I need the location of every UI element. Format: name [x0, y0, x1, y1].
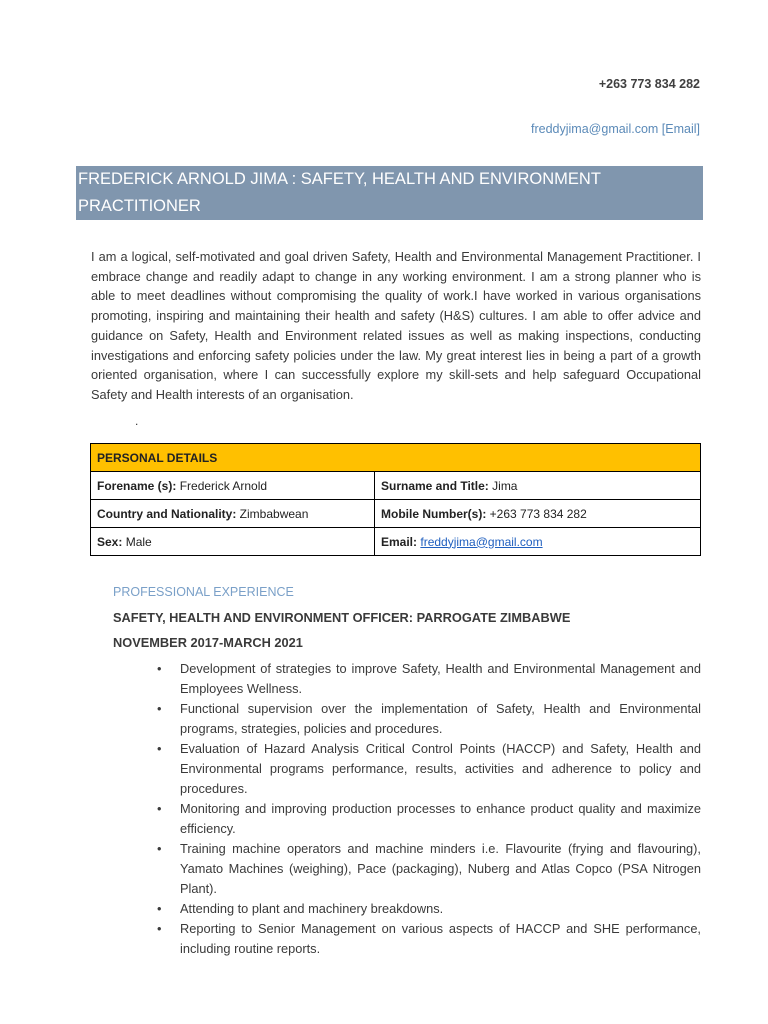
- list-item: [157, 899, 701, 919]
- surname-cell: [375, 472, 701, 500]
- name-title-banner: [76, 166, 703, 220]
- header-phone: +263 773 834 282: [598, 77, 700, 91]
- forename-label: Forename (s):: [97, 478, 177, 493]
- header-email[interactable]: freddyjima@gmail.com [Email]: [531, 122, 700, 136]
- list-item: [157, 799, 701, 839]
- list-item: [157, 659, 701, 699]
- duty-text: Training machine operators and machine minders i.e. Flavourite (frying and flavouring), Yamato Machines (weighing), Pace (packaging), Nuberg and Atlas Copco (PSA Nitrogen Plant).: [180, 841, 701, 896]
- mobile-label: Mobile Number(s):: [381, 506, 487, 521]
- list-item: [157, 839, 701, 899]
- country-cell: [91, 500, 375, 528]
- mobile-cell: [375, 500, 701, 528]
- email-link[interactable]: freddyjima@gmail.com: [420, 534, 543, 549]
- email-cell: [375, 528, 701, 556]
- bullet-icon: •: [157, 841, 162, 856]
- professional-experience-heading: PROFESSIONAL EXPERIENCE: [113, 585, 294, 599]
- list-item: [157, 739, 701, 799]
- bullet-icon: •: [157, 901, 162, 916]
- duty-text: Reporting to Senior Management on various aspects of HACCP and SHE performance, including routine reports.: [180, 921, 701, 956]
- list-item: [157, 699, 701, 739]
- surname-label: Surname and Title:: [381, 478, 489, 493]
- duty-text: Attending to plant and machinery breakdowns.: [180, 901, 444, 916]
- profile-summary: I am a logical, self-motivated and goal driven Safety, Health and Environmental Management Practitioner. I embrace change and readily adapt to change in any working environment. I am a strong planner who is able to meet deadlines without compromising the quality of work.I have worked in various organisations promoting, inspiring and maintaining their health and safety (H&S) cultures. I am able to offer advice and guidance on Safety, Health and Environment related issues as well as making inspections, conducting investigations and enforcing safety policies under the law. My great interest lies in being a part of a growth oriented organisation, where I can successfully explore my skill-sets and help safeguard Occupational Safety and Health interests of an organisation.: [91, 249, 701, 402]
- job-title: SAFETY, HEALTH AND ENVIRONMENT OFFICER: PARROGATE ZIMBABWE: [113, 610, 571, 625]
- mobile-value: +263 773 834 282: [486, 506, 587, 521]
- bullet-icon: •: [157, 701, 162, 716]
- forename-cell: [91, 472, 375, 500]
- duty-text: Monitoring and improving production processes to enhance product quality and maximize efficiency.: [180, 801, 701, 836]
- personal-details-table: [90, 443, 701, 556]
- personal-details-heading: PERSONAL DETAILS: [91, 444, 701, 472]
- country-value: Zimbabwean: [236, 506, 309, 521]
- duties-list: [157, 659, 701, 959]
- sex-cell: [91, 528, 375, 556]
- title-line-1: FREDERICK ARNOLD JIMA : SAFETY, HEALTH AND ENVIRONMENT: [78, 170, 601, 188]
- list-item: [157, 919, 701, 959]
- title-line-2: PRACTITIONER: [78, 197, 201, 215]
- country-label: Country and Nationality:: [97, 506, 237, 521]
- stray-dot: .: [135, 414, 139, 428]
- duty-text: Development of strategies to improve Safety, Health and Environmental Management and Employees Wellness.: [180, 661, 701, 696]
- surname-value: Jima: [488, 478, 518, 493]
- duty-text: Evaluation of Hazard Analysis Critical Control Points (HACCP) and Safety, Health and Environmental programs performance, results, activities and adherence to policy and procedures.: [180, 741, 701, 796]
- job-dates: NOVEMBER 2017-MARCH 2021: [113, 635, 303, 650]
- bullet-icon: •: [157, 661, 162, 676]
- bullet-icon: •: [157, 741, 162, 756]
- sex-label: Sex:: [97, 534, 123, 549]
- forename-value: Frederick Arnold: [176, 478, 268, 493]
- bullet-icon: •: [157, 801, 162, 816]
- email-label: Email:: [381, 534, 418, 549]
- duty-text: Functional supervision over the implementation of Safety, Health and Environmental programs, strategies, policies and procedures.: [180, 701, 701, 736]
- sex-value: Male: [122, 534, 152, 549]
- bullet-icon: •: [157, 921, 162, 936]
